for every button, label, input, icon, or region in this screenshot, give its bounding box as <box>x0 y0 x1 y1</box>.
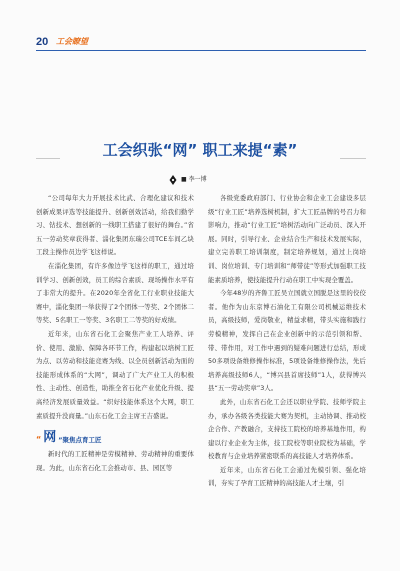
right-column <box>208 192 366 491</box>
paragraph: “公司每年大力开展技术比武、合理化建议和技术创新成果评选等技能提升、创新创效活动，给我们勤学习、钻技术、想创新的一线职工搭建了很好的舞台。”省五一劳动奖章获得者、淄化集团东瑞公司TCE车间乙块工段主操作员边学飞这样说。 <box>36 194 194 257</box>
subheading-key-character: 网 <box>43 430 57 446</box>
subheading-text: ”聚焦点育工匠 <box>58 436 102 445</box>
paragraph: 今年48岁的齐鲁工匠吴立国就立国脱是这里的佼佼者。他作为山东京博石油化工有限公司机械运维技术员，高级技师，爱岗敬业，精益求精，带头实施和践行劳模精神，发挥自己在企业创新中的示范引领和帮、带、带作用，对工作中遇到的疑难问题进行总结，形成50多项设备维修操作标准，5项设备维修操作法，先后培养高级技师6人，“博兴县首席技师”1人，获得博兴县“五一劳动奖章”3人。 <box>208 289 366 393</box>
paragraph: 新时代的工匠精神是劳模精神、劳动精神的重要体现。为此，山东省石化工会推动市、县、园区等 <box>36 450 194 472</box>
section-tag: 工会瞭望 <box>56 37 88 46</box>
article-title: 工会织张“网” 职工来提“素” <box>60 140 340 160</box>
section-subheading <box>36 429 194 445</box>
page-header <box>36 36 366 52</box>
header-rule <box>36 50 366 51</box>
paragraph: 在淄化集团，有许多像边学飞这样的职工，通过培训学习、创新创效，员工的综合素质、现场操作水平有了非常大的提升。在2020年全省化工行业职业技能大赛中，淄化集团一举获得了2个团体一等奖、2个团体二等奖、5名职工一等奖、3名职工二等奖的好成绩。 <box>36 261 194 325</box>
subheading-quote: “ <box>36 435 42 445</box>
left-column <box>36 192 194 475</box>
paragraph: 各级党委政府部门、行业协会和企业工会建设多层级“行业工匠”培养选树机制，扩大工匠品牌的号召力和影响力，推动“行业工匠”培树活动向广泛动员、深入开展。同时，引导行业、企业结合生产和技术发展实际，建立完善职工培训制度，制定培养规划，通过上岗培训、岗位培训、专门培训和“师带徒”等形式加强职工技能素质培养，使技能提升行动在职工中实现全覆盖。 <box>208 194 366 284</box>
paragraph: 近年来，山东省石化工会聚焦产业工人培养、评价、使用、激励、保障各环节工作，构建起以培树工匠为点、以劳动和技能竞赛为线、以全员创新活动为面的技能形成体系的“大网”，调动了广大产业工人的积极性、主动性、创造性，助推全省石化产业优化升级、提高经济发展质量效益。“织好技能体系这个大网，职工素质提升没商量。”山东石化工会主席王吉盛说。 <box>36 329 194 420</box>
paragraph: 此外，山东省石化工会还以职业学院、技师学院主办，承办各级各类技能大赛为契机，主动协调、推动校企合作、产教融合，支持技工院校的培养基地作用，构建以行业企业为主体，技工院校等职业院校为基础，学校教育与企业培养紧密联系的高技能人才培养体系。 <box>208 397 366 461</box>
author-name: ■ 李一博 <box>181 176 207 183</box>
page-number: 20 <box>36 36 49 48</box>
byline <box>168 174 207 186</box>
paragraph: 近年来，山东省石化工会通过先模引领、强化培训，夯实了孕育工匠精神的高技能人才土壤，引 <box>208 465 366 488</box>
pen-nib-icon <box>168 175 178 185</box>
